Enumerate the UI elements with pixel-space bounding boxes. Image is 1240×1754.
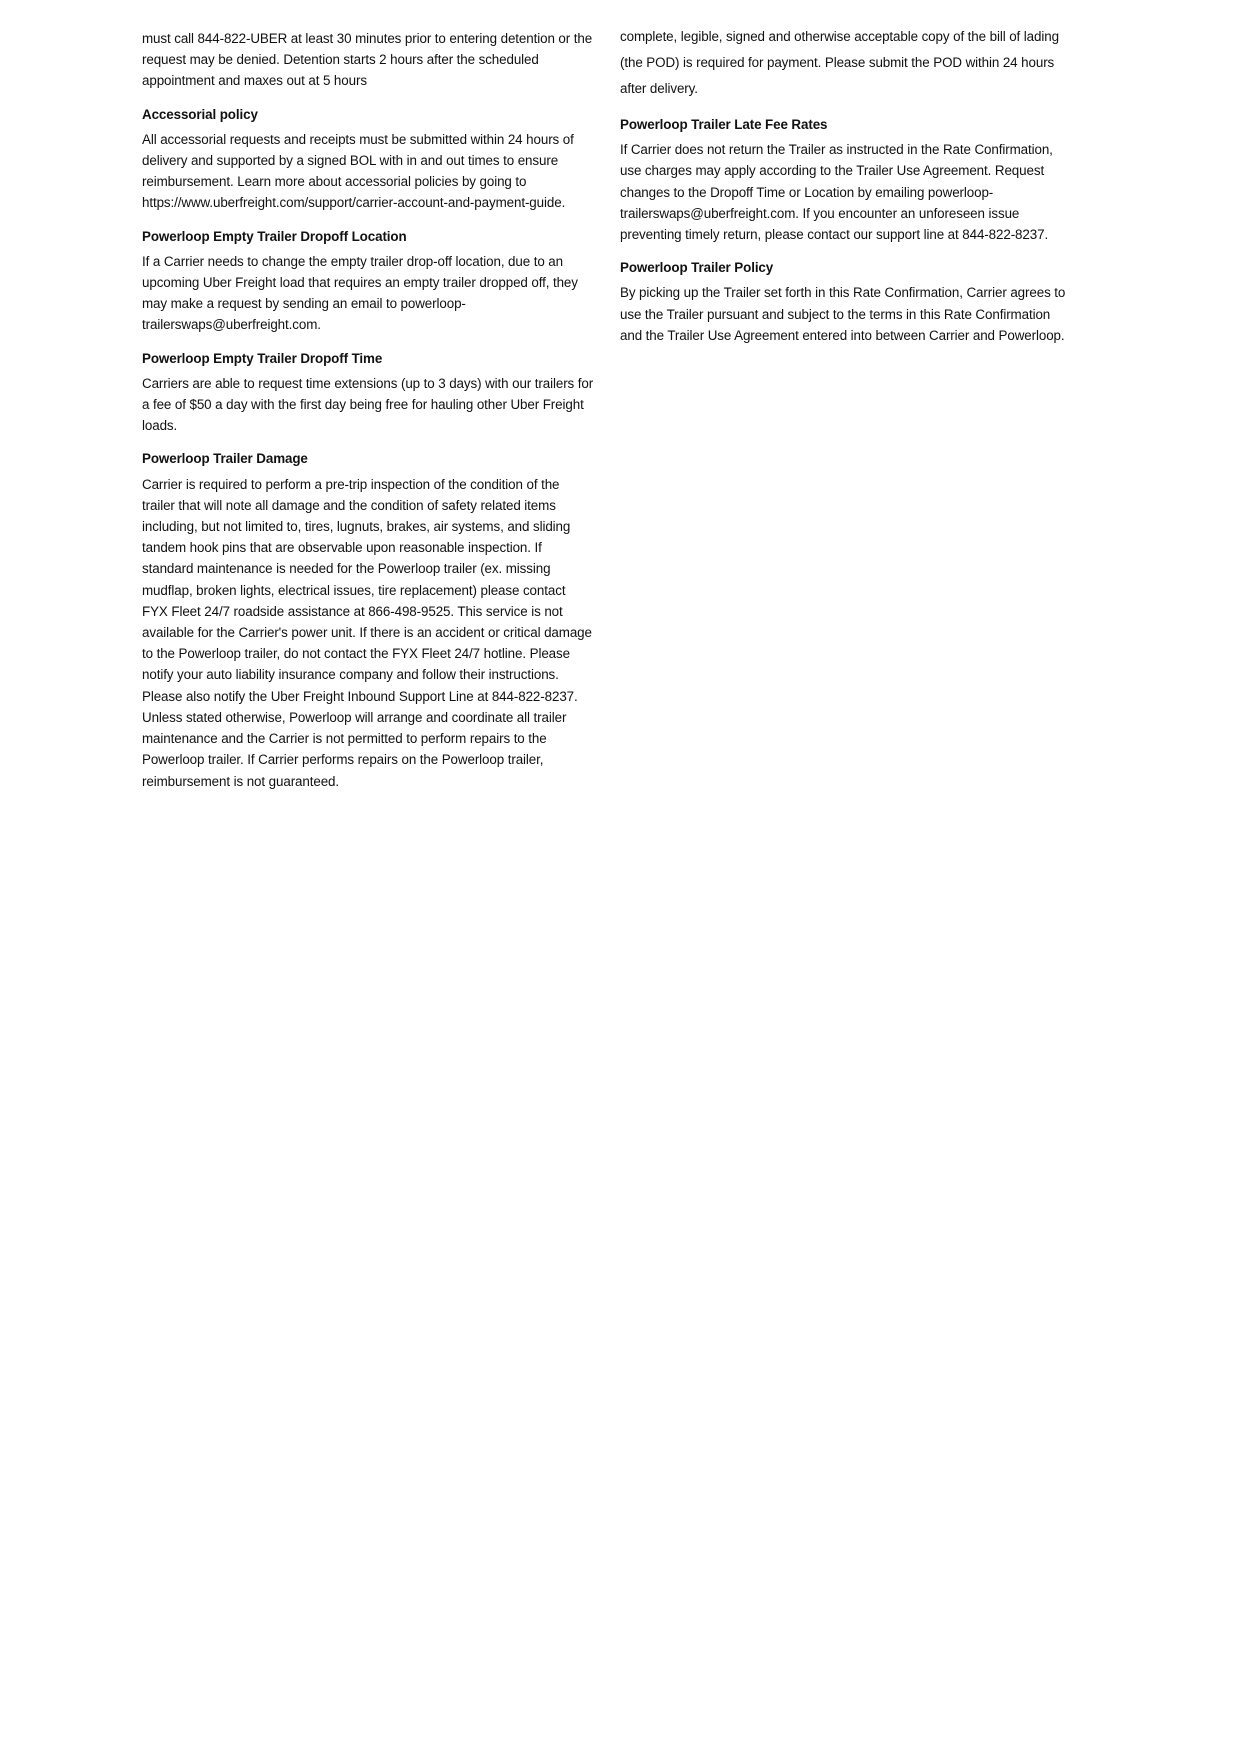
- section-body: Carriers are able to request time extensions (up to 3 days) with our trailers for a fee of $50 a day with the first day being free for hauling other Uber Freight loads.: [142, 375, 594, 434]
- section-heading: Powerloop Trailer Damage: [142, 451, 308, 467]
- trailer-damage-section: [142, 448, 594, 791]
- section-heading: Accessorial policy: [142, 106, 258, 122]
- accessorial-policy-section: [142, 104, 594, 214]
- section-body: If Carrier does not return the Trailer as instructed in the Rate Confirmation, use charges may apply according to the Trailer Use Agreement. Request changes to the Dropoff Time or Location by emailing powerloop-trailerswaps@uberfreight.com. If you encounter an unforeseen issue preventing timely return, please contact our support line at 844-822-8237.: [620, 142, 1053, 243]
- section-heading: Powerloop Empty Trailer Dropoff Time: [142, 350, 383, 366]
- section-body: All accessorial requests and receipts must be submitted within 24 hours of delivery and supported by a signed BOL with in and out times to ensure reimbursement. Learn more about accessorial policies by going to https://www.uberfreight.com/support/carrier-account-and-payment-guide.: [142, 131, 574, 211]
- section-body: If a Carrier needs to change the empty trailer drop-off location, due to an upcoming Uber Freight load that requires an empty trailer dropped off, they may make a request by sending an email to powerloop-trailerswaps@uberfreight.com.: [142, 253, 578, 333]
- detention-continuation: [142, 28, 594, 92]
- trailer-policy-section: [620, 257, 1072, 346]
- pod-text: complete, legible, signed and otherwise acceptable copy of the bill of lading (the POD) is required for payment. Please submit the POD within 24 hours after delivery.: [620, 29, 1059, 96]
- section-heading: Powerloop Trailer Late Fee Rates: [620, 117, 828, 132]
- dropoff-location-section: [142, 226, 594, 336]
- late-fee-rates-section: [620, 114, 1072, 245]
- left-column: [142, 28, 594, 792]
- section-body: Carrier is required to perform a pre-trip inspection of the condition of the trailer that will note all damage and the condition of safety related items including, but not limited to, tires, lugnuts, brakes, air systems, and sliding tandem hook pins that are observable upon reasonable inspection. If standard maintenance is needed for the Powerloop trailer (ex. missing mudflap, broken lights, electrical issues, tire replacement) please contact FYX Fleet 24/7 roadside assistance at 866-498-9525. This service is not available for the Carrier's power unit. If there is an accident or critical damage to the Powerloop trailer, do not contact the FYX Fleet 24/7 hotline. Please notify your auto liability insurance company and follow their instructions. Please also notify the Uber Freight Inbound Support Line at 844-822-8237. Unless stated otherwise, Powerloop will arrange and coordinate all trailer maintenance and the Carrier is not permitted to perform repairs to the Powerloop trailer. If Carrier performs repairs on the Powerloop trailer, reimbursement is not guaranteed.: [142, 476, 592, 789]
- pod-continuation: [620, 24, 1072, 102]
- detention-text: must call 844-822-UBER at least 30 minutes prior to entering detention or the request may be denied. Detention starts 2 hours after the scheduled appointment and maxes out at 5 hours: [142, 31, 593, 89]
- dropoff-time-section: [142, 348, 594, 437]
- right-column: [620, 28, 1072, 346]
- section-heading: Powerloop Trailer Policy: [620, 260, 774, 276]
- section-body: By picking up the Trailer set forth in this Rate Confirmation, Carrier agrees to use the Trailer pursuant and subject to the terms in this Rate Confirmation and the Trailer Use Agreement entered into between Carrier and Powerloop.: [620, 285, 1066, 343]
- section-heading: Powerloop Empty Trailer Dropoff Location: [142, 228, 407, 244]
